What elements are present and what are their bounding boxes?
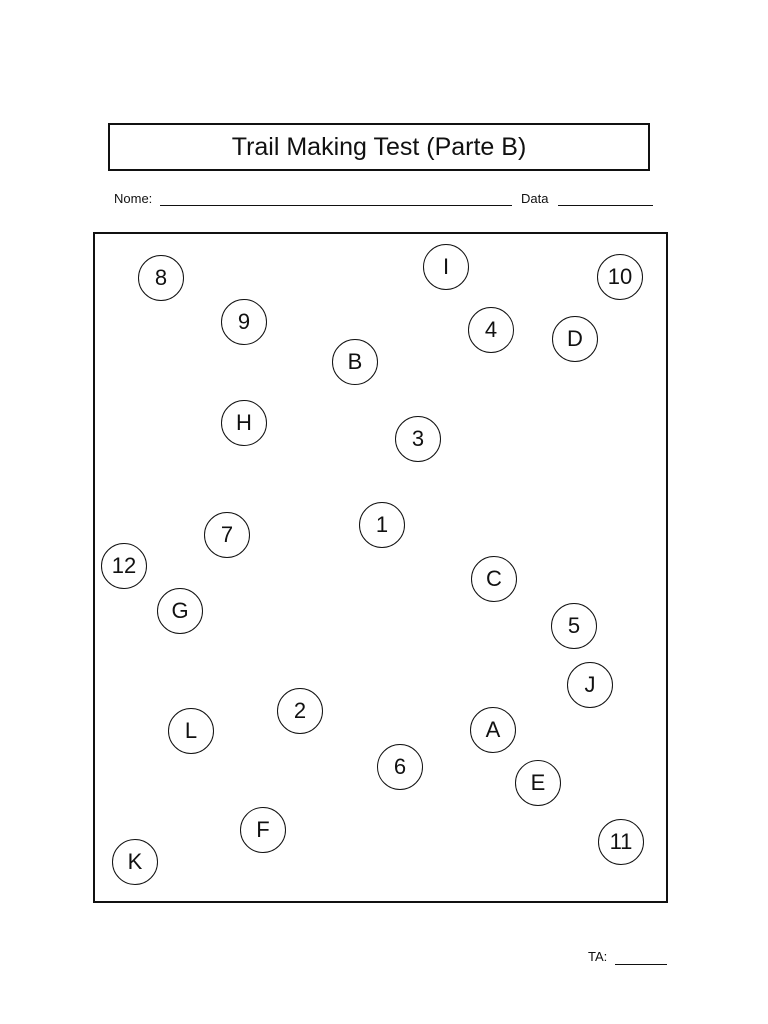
- date-label: Data: [521, 191, 549, 206]
- name-label: Nome:: [114, 191, 153, 206]
- trail-node[interactable]: 5: [551, 603, 597, 649]
- trail-test-area[interactable]: [93, 232, 668, 903]
- trail-node[interactable]: I: [423, 244, 469, 290]
- trail-node[interactable]: H: [221, 400, 267, 446]
- trail-node[interactable]: 4: [468, 307, 514, 353]
- trail-node[interactable]: 1: [359, 502, 405, 548]
- trail-node[interactable]: 9: [221, 299, 267, 345]
- trail-node[interactable]: K: [112, 839, 158, 885]
- trail-node[interactable]: C: [471, 556, 517, 602]
- trail-node[interactable]: 6: [377, 744, 423, 790]
- trail-node[interactable]: J: [567, 662, 613, 708]
- trail-node[interactable]: 3: [395, 416, 441, 462]
- trail-node[interactable]: 10: [597, 254, 643, 300]
- trail-node[interactable]: 11: [598, 819, 644, 865]
- trail-node[interactable]: D: [552, 316, 598, 362]
- ta-field[interactable]: [615, 964, 667, 965]
- trail-node[interactable]: 8: [138, 255, 184, 301]
- trail-node[interactable]: B: [332, 339, 378, 385]
- trail-node[interactable]: A: [470, 707, 516, 753]
- page-title: Trail Making Test (Parte B): [108, 123, 650, 171]
- trail-node[interactable]: E: [515, 760, 561, 806]
- ta-label: TA:: [588, 949, 608, 964]
- trail-node[interactable]: F: [240, 807, 286, 853]
- trail-node[interactable]: 7: [204, 512, 250, 558]
- trail-node[interactable]: L: [168, 708, 214, 754]
- date-field[interactable]: [558, 205, 653, 206]
- trail-node[interactable]: G: [157, 588, 203, 634]
- trail-node[interactable]: 2: [277, 688, 323, 734]
- name-field[interactable]: [160, 205, 512, 206]
- trail-node[interactable]: 12: [101, 543, 147, 589]
